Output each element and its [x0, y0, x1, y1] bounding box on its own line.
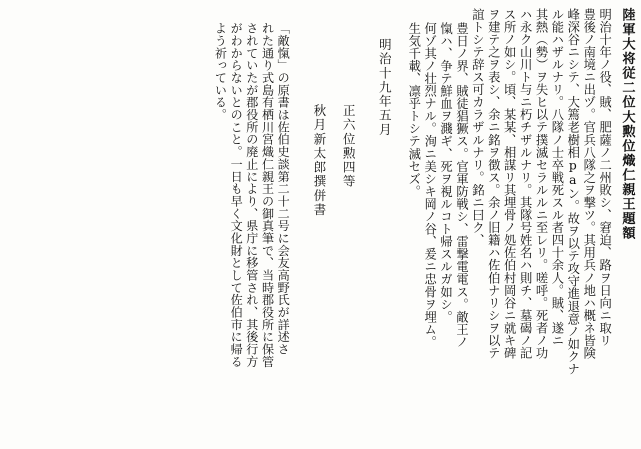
- body-column: 愾ハ、争テ鮮血ヲ濺ギ、死ヲ視ルコト帰スルガ如シ。: [438, 22, 453, 324]
- column-gap: [392, 8, 405, 441]
- note-column: 「敵愾」の原書は佐伯史談第二十二号に会友高野氏が詳述さ: [276, 22, 291, 356]
- note-column: がわからないとのこと。一日も早く文化財として佐伯市に帰る: [229, 22, 244, 368]
- column-gap: [327, 8, 340, 441]
- body-column: ス所ノ如シ。頃、某某、相謀リ其埋骨ノ処佐伯村岡谷ニ就キ碑: [502, 8, 517, 360]
- signature-rank: 正六位勲四等: [340, 104, 356, 189]
- column-gap: [291, 8, 311, 441]
- column-gap: [356, 8, 376, 441]
- body-column: 誼トシテ辞ス可カラザルナリ。銘ニ曰ク、: [470, 8, 485, 247]
- vertical-text-body: [6, 8, 635, 441]
- body-column: 生気千載、凛乎トシテ滅セズ。: [406, 22, 421, 198]
- document-heading: 陸軍大将従二位大勲位熾仁親王題額: [619, 8, 635, 241]
- note-column: されていたが郡役所の廃止により、県庁に移管され、其後行方: [244, 22, 259, 368]
- body-column: 明治十年ノ役、賊、肥薩ノ二州敗シ、窘迫、路ヲ日向ニ取リ: [597, 8, 612, 347]
- body-column: 豊日ノ界、賊徒猖獗ス。官軍防戦シ、雷撃電電ス。敵王ノ: [454, 22, 469, 349]
- note-column: よう祈っている。: [213, 22, 228, 121]
- body-column: ハ永ク山川ト与ニ朽チザルナリ。其隊号姓名ハ則チ、墓碣ノ記: [518, 8, 533, 360]
- body-column: 何ゾ其ノ壮烈ナル。洵ニ美シキ岡ノ谷、爰ニ忠骨ヲ埋ム。: [422, 22, 437, 349]
- date-line: 明治十九年五月: [376, 38, 392, 137]
- note-column: れた通り式島有栖川宮熾仁親王の御真筆で、当時郡役所に保管: [260, 22, 275, 368]
- signature-name: 秋月新太郎撰併書: [311, 104, 327, 217]
- body-column: ヲ建テ之ヲ表シ、余ニ銘ヲ徴ス。余ノ旧籍ハ佐伯ナリシヲ以テ: [486, 8, 501, 360]
- body-column: ル能ハザルナリ。八隊ノ士卒戦死スル者四十余人。賊、遂ニ: [549, 8, 564, 347]
- body-column: 豊後ノ南境ニ出ヅ。官兵八隊之ヲ撃ツ。其用兵ノ地ハ概ネ皆険: [581, 8, 596, 360]
- body-column: 其熱（勢）ヲ失ヒ以テ撲滅セラルルニ至レリ。嗟呼。死者ノ功: [534, 8, 549, 360]
- body-column: 峰深谷ニシテ、大篶老樹相раン。故ヲ以テ攻守進退意ノ如クナ: [565, 8, 580, 376]
